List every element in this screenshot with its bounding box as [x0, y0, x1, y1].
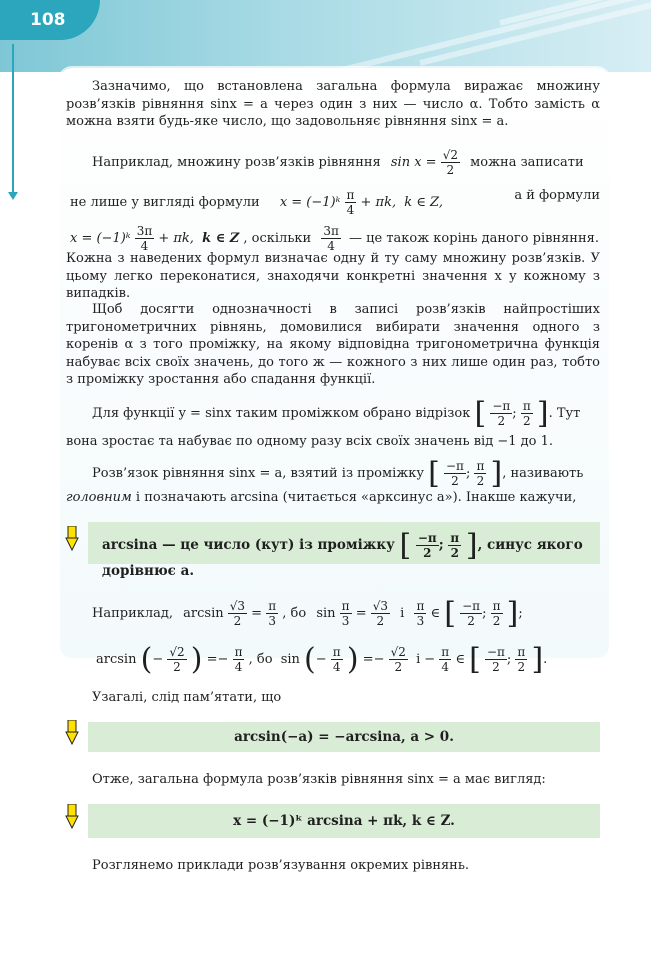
denominator: 4 — [234, 660, 243, 674]
denominator: 3 — [341, 614, 350, 628]
fraction-sqrt2-2 — [441, 148, 460, 177]
fraction-minus-pi-2 — [460, 599, 482, 628]
example-line-1 — [92, 148, 584, 177]
text: і позначають arcsina (читається «арксинус a»). Інакше кажучи, — [135, 490, 577, 505]
margin-arrow-icon — [12, 44, 14, 194]
text: а й формули — [514, 188, 600, 203]
fraction-pi-2 — [474, 459, 486, 488]
text: − — [217, 652, 229, 667]
pin-icon — [64, 804, 80, 830]
denominator: 4 — [140, 239, 149, 253]
fraction-pi-3 — [340, 599, 352, 628]
text: не лише у вигляді формули — [70, 195, 260, 210]
fraction-pi-3 — [266, 599, 278, 628]
text: , синус якого дорівнює a. — [102, 537, 583, 579]
denominator: 3 — [416, 614, 425, 628]
paren-close: ) — [190, 642, 203, 677]
text: , називають — [502, 466, 584, 481]
text: ∈ — [455, 652, 465, 667]
numerator: π — [522, 399, 531, 413]
pin-icon — [64, 720, 80, 746]
bracket-open: [ — [469, 642, 481, 677]
numerator: π — [492, 599, 501, 613]
header-decor-stripe — [329, 0, 651, 72]
numerator: −π — [462, 599, 481, 613]
fraction-pi-2 — [515, 645, 527, 674]
definition-box — [88, 522, 600, 579]
text: = — [251, 606, 263, 621]
bracket-open: [ — [444, 596, 456, 631]
fraction-pi-3 — [414, 599, 426, 628]
fraction-sqrt2-2 — [389, 645, 408, 674]
fraction-minus-pi-2 — [485, 645, 507, 674]
text: ; — [518, 606, 523, 621]
denominator: 2 — [451, 474, 459, 488]
paren-close: ) — [346, 642, 359, 677]
fraction-pi-4 — [331, 645, 343, 674]
numerator: π — [234, 645, 243, 659]
denominator: 2 — [446, 163, 455, 177]
odd-property-box: arcsin(−a) = −arcsina, a > 0. — [88, 722, 600, 752]
example-line-3 — [70, 224, 599, 253]
numerator: 3π — [136, 224, 153, 238]
interval-line — [92, 396, 580, 431]
text: k ∈ Z — [202, 231, 240, 246]
fraction-pi-2 — [448, 531, 461, 560]
principal-line — [92, 456, 583, 491]
text-general-formula-intro: Отже, загальна формула розв’язків рівняння sinx = a має вигляд: — [92, 772, 546, 787]
fraction-minus-pi-2 — [444, 459, 466, 488]
text: − — [373, 652, 385, 667]
text: ; — [506, 652, 512, 667]
text-range: вона зростає та набуває по одному разу всіх своїх значень від −1 до 1. — [66, 434, 554, 449]
text: sin — [280, 652, 300, 667]
paren-open: ( — [140, 642, 153, 677]
numerator: √3 — [229, 599, 246, 613]
denominator: 2 — [522, 414, 531, 428]
text: arcsin — [96, 652, 137, 667]
denominator: 3 — [268, 614, 276, 628]
paragraph-intro: Зазначимо, що встановлена загальна формула виражає множину розв’язків рівняння sinx = a через один з них — число α. Тобто замість α можна взяти будь-яке число, що задовольняє рівняння sinx = a. — [66, 79, 600, 130]
numerator: 3π — [323, 224, 339, 238]
numerator: π — [450, 531, 460, 545]
denominator: 2 — [497, 414, 506, 428]
denominator: 2 — [476, 474, 485, 488]
text: x = (−1)ᵏ — [70, 231, 131, 246]
page-number: 108 — [0, 0, 100, 40]
example-arcsin-1 — [92, 596, 523, 631]
bracket-close: ] — [465, 528, 478, 563]
denominator: 2 — [467, 614, 475, 628]
text: Наприклад, — [92, 606, 174, 621]
fraction-3pi-4 — [135, 224, 155, 253]
text: − — [315, 652, 327, 667]
fraction-pi-2 — [491, 599, 503, 628]
text: = — [206, 652, 218, 667]
text: ; — [482, 606, 487, 621]
numerator: π — [341, 599, 350, 613]
text: , — [243, 231, 252, 246]
denominator: 2 — [423, 546, 432, 560]
paragraph-same-set: Кожна з наведених формул визначає одну й ту саму множину розв’язків. У цьому легко переконатися, знаходячи конкретні значення x у кожному з випадків. — [66, 251, 600, 302]
text: k ∈ Z, — [404, 195, 443, 210]
text: Для функції y = sinx таким проміжком обрано відрізок — [92, 406, 471, 421]
text: = — [355, 606, 367, 621]
text: , бо — [248, 652, 273, 667]
paren-open: ( — [304, 642, 316, 677]
numerator: √3 — [372, 599, 389, 613]
denominator: 2 — [376, 614, 385, 628]
fraction-minus-pi-2 — [416, 531, 439, 560]
text: ∈ — [430, 606, 441, 621]
example-arcsin-2 — [96, 642, 547, 677]
bracket-close: ] — [531, 642, 544, 677]
numerator: −π — [417, 531, 437, 545]
text: Наприклад, множину розв’язків рівняння — [92, 155, 381, 170]
numerator: π — [476, 459, 485, 473]
denominator: 4 — [346, 203, 355, 217]
math-formula-1 — [279, 188, 443, 217]
text: sin x = — [390, 155, 437, 170]
numerator: π — [268, 599, 277, 613]
numerator: π — [346, 188, 355, 202]
fraction-pi-4 — [439, 645, 451, 674]
numerator: √2 — [390, 645, 406, 659]
principal-definition — [66, 490, 576, 505]
numerator: √2 — [442, 148, 458, 162]
text: − — [152, 652, 164, 667]
numerator: −π — [492, 399, 511, 413]
fraction-sqrt3-2 — [228, 599, 247, 628]
example-line-2 — [70, 188, 600, 217]
numerator: −π — [445, 459, 464, 473]
bracket-open: [ — [399, 528, 412, 563]
numerator: π — [416, 599, 425, 613]
text: . — [543, 652, 548, 667]
denominator: 2 — [492, 660, 500, 674]
text: arcsina — це число (кут) із проміжку — [102, 537, 395, 553]
fraction-pi-4 — [345, 188, 357, 217]
pin-icon — [64, 526, 80, 552]
denominator: 2 — [173, 660, 181, 674]
text: arcsin — [183, 606, 224, 621]
denominator: 2 — [450, 546, 459, 560]
bracket-close: ] — [490, 456, 503, 491]
fraction-sqrt3-2 — [371, 599, 390, 628]
fraction-pi-4 — [233, 645, 245, 674]
text: можна записати — [470, 155, 584, 170]
fraction-sqrt2-2 — [167, 645, 186, 674]
text: − — [424, 652, 436, 667]
fraction-pi-2 — [521, 399, 533, 428]
text: оскільки — [251, 231, 312, 246]
numerator: −π — [486, 645, 505, 659]
numerator: π — [332, 645, 341, 659]
text: головним — [66, 490, 132, 505]
denominator: 4 — [441, 660, 450, 674]
numerator: π — [517, 645, 526, 659]
general-formula-box: x = (−1)ᵏ arcsina + πk, k ∈ Z. — [88, 804, 600, 838]
text: Розв’язок рівняння sinx = a, взятий із проміжку — [92, 466, 424, 481]
paragraph-uniqueness: Щоб досягти однозначності в записі розв’язків найпростіших тригонометричних рівнянь, домовилися вибирати значення одного з коренів α з того проміжку, на якому відповідна тригонометрична функція набуває всіх своїх значень, до того ж — кожного з них лише один раз, тобто з проміжку зростання або спадання функції. — [66, 302, 600, 388]
numerator: π — [441, 645, 450, 659]
denominator: 4 — [327, 239, 335, 253]
text: і — [416, 652, 421, 667]
text: , бо — [282, 606, 307, 621]
text: ; — [512, 406, 517, 421]
text: sin — [316, 606, 336, 621]
text-examples-intro: Розглянемо приклади розв’язування окремих рівнянь. — [92, 858, 470, 873]
denominator: 2 — [517, 660, 526, 674]
text: — це також корінь даного рівняння. — [349, 231, 599, 246]
text: ; — [465, 466, 471, 481]
bracket-close: ] — [536, 396, 549, 431]
denominator: 2 — [394, 660, 403, 674]
fraction-minus-pi-2 — [490, 399, 512, 428]
fraction-3pi-4 — [321, 224, 341, 253]
denominator: 2 — [233, 614, 242, 628]
bracket-open: [ — [428, 456, 440, 491]
text: і — [400, 606, 405, 621]
text: x = (−1)ᵏ — [279, 195, 341, 210]
text: ; — [438, 537, 444, 553]
bracket-close: ] — [506, 596, 519, 631]
header-decor-stripe — [419, 0, 651, 66]
denominator: 2 — [492, 614, 501, 628]
text: + πk, — [158, 231, 194, 246]
text: + πk, — [360, 195, 397, 210]
text-remember: Узагалі, слід пам’ятати, що — [92, 690, 282, 705]
text: . Тут — [548, 406, 581, 421]
text: = — [362, 652, 374, 667]
bracket-open: [ — [474, 396, 487, 431]
math-sin-eq — [391, 155, 437, 170]
numerator: √2 — [169, 645, 185, 659]
denominator: 4 — [332, 660, 341, 674]
